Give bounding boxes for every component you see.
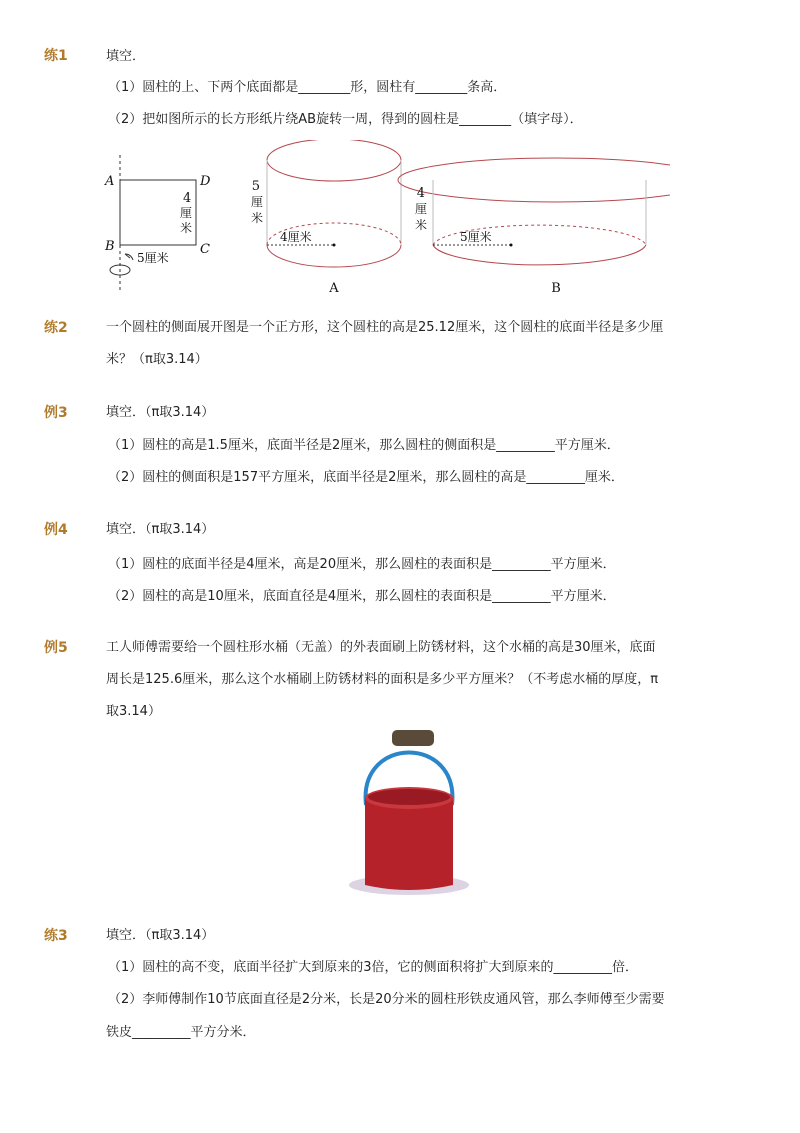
bucket-body	[365, 798, 453, 890]
sub-question-1: （1）圆柱的上、下两个底面都是________形，圆柱有________条高．	[108, 80, 507, 95]
question-stem: 填空．（π取3.14）	[106, 405, 215, 420]
svg-text:米: 米	[250, 211, 263, 225]
svg-text:4厘米: 4厘米	[280, 230, 312, 244]
rectangle-diagram	[104, 155, 211, 290]
svg-text:A: A	[105, 174, 115, 189]
svg-text:米: 米	[180, 221, 193, 235]
sub-question-2: （2）把如图所示的长方形纸片绕AB旋转一周，得到的圆柱是________（填字母）．	[108, 112, 583, 127]
sub-question-1: （1）圆柱的高不变，底面半径扩大到原来的3倍，它的侧面积将扩大到原来的_________倍．	[108, 960, 639, 975]
sub-question-2: （2）圆柱的高是10厘米，底面直径是4厘米，那么圆柱的表面积是_________平方厘米．	[108, 589, 616, 604]
svg-text:D: D	[200, 174, 211, 189]
sub-question-2: （2）李师傅制作10节底面直径是2分米，长是20分米的圆柱形铁皮通风管，那么李师傅至少需要	[108, 992, 665, 1007]
question-line: 取3.14）	[106, 704, 161, 719]
exercise-label: 练3	[44, 928, 68, 944]
svg-text:厘: 厘	[250, 195, 263, 209]
svg-text:4: 4	[416, 186, 425, 201]
svg-text:A: A	[329, 281, 339, 296]
sub-question-2-cont: 铁皮_________平方分米．	[106, 1025, 256, 1040]
question-line: 周长是125.6厘米，那么这个水桶刷上防锈材料的面积是多少平方厘米？（不考虑水桶的厚度，π	[106, 672, 659, 687]
sub-question-2: （2）圆柱的侧面积是157平方厘米，底面半径是2厘米，那么圆柱的高是_________厘米．	[108, 470, 624, 485]
exercise-label: 例4	[44, 522, 68, 538]
sub-question-1: （1）圆柱的底面半径是4厘米，高是20厘米，那么圆柱的表面积是_________平方厘米．	[108, 557, 616, 572]
cylinder-a	[251, 140, 401, 296]
sub-question-1: （1）圆柱的高是1.5厘米，底面半径是2厘米，那么圆柱的侧面积是_________平方厘米．	[108, 438, 620, 453]
svg-text:5厘米: 5厘米	[137, 251, 169, 265]
svg-text:B: B	[551, 281, 561, 296]
question-line: 一个圆柱的侧面展开图是一个正方形，这个圆柱的高是25.12厘米，这个圆柱的底面半径是多少厘	[106, 320, 664, 335]
exercise-label: 例5	[44, 640, 68, 656]
exercise-label: 例3	[44, 405, 68, 421]
svg-text:5: 5	[251, 179, 260, 194]
cylinder-b	[398, 158, 670, 296]
question-stem: 填空．（π取3.14）	[106, 522, 215, 537]
svg-text:4: 4	[183, 191, 192, 206]
handle-grip	[392, 730, 434, 746]
svg-text:厘: 厘	[180, 206, 193, 220]
svg-text:5厘米: 5厘米	[460, 230, 492, 244]
question-line: 工人师傅需要给一个圆柱形水桶（无盖）的外表面刷上防锈材料，这个水桶的高是30厘米，底面	[106, 640, 656, 655]
svg-text:厘: 厘	[414, 202, 427, 216]
svg-text:B: B	[105, 239, 115, 254]
exercise-label: 练1	[44, 48, 68, 64]
question-line: 米？（π取3.14）	[106, 352, 208, 367]
svg-text:C: C	[200, 242, 210, 257]
bucket-image	[340, 725, 480, 905]
svg-text:米: 米	[414, 218, 427, 232]
question-stem: 填空．	[106, 49, 146, 64]
exercise-label: 练2	[44, 320, 68, 336]
cylinder-figure	[90, 140, 670, 300]
question-stem: 填空．（π取3.14）	[106, 928, 215, 943]
